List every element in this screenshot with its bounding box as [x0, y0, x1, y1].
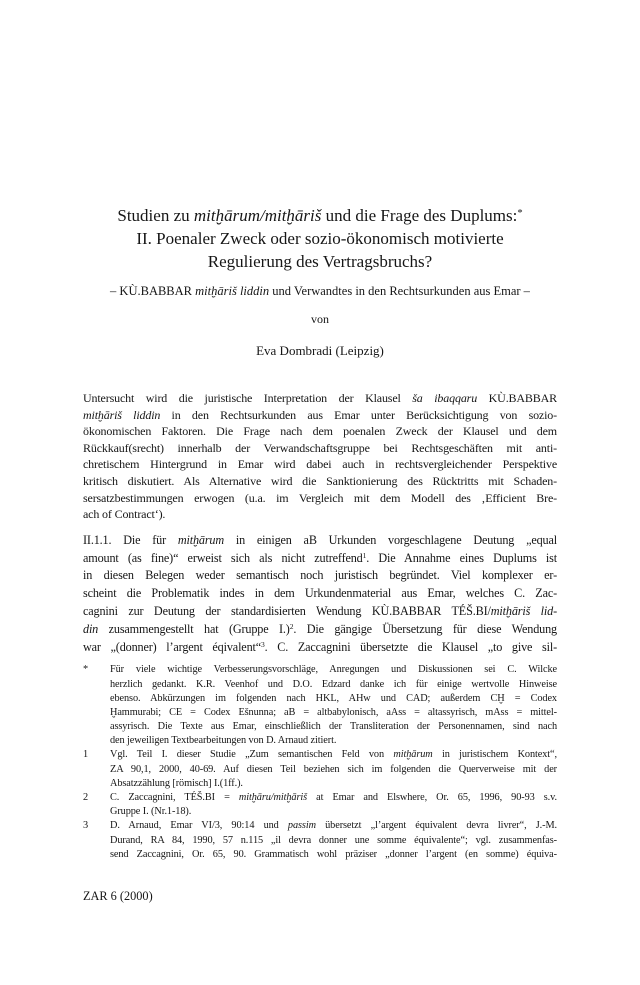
abstract-line: Rückkauf(srecht) innerhalb der Verwandschaftsgruppe bei Rechtsgeschäften mit anti-	[83, 440, 557, 455]
footnote-line: Vgl. Teil I. dieser Studie „Zum semantischen Feld von mitḫārum in juristischem Kontext“,	[110, 749, 557, 761]
body-line: amount (as fine)“ erweist sich als nicht zutreffend$^1$. Die Annahme eines Duplums ist	[83, 550, 557, 565]
title-line-1: Studien zu mitḫārum/mitḫāriš und die Frage des Duplums:*	[117, 206, 523, 225]
footnote-marker: 3	[83, 820, 89, 832]
footnote-line: C. Zaccagnini, TÉŠ.BI = mitḫāru/mitḫāriš at Emar and Elswhere, Or. 65, 1996, 90-93 s.v.	[110, 792, 557, 804]
body-line: in diesen Belegen weder semantisch noch juristisch begründet. Viel komplexer er-	[83, 568, 557, 583]
abstract-line: kritisch diskutiert. Als Alternative wird die Sanktionierung des Rücktritts mit Schaden-	[83, 473, 557, 488]
footnote-line: Durand, RA 84, 1990, 57 n.115 „il devra donner une somme équivalente“; vgl. zusammenfas-	[110, 834, 557, 846]
abstract-line: ach of Contract‘).	[83, 507, 166, 522]
body-line: cagnini zur Deutung der standardisierten Wendung KÙ.BABBAR TÉŠ.BI/mitḫāriš lid-	[83, 603, 557, 618]
footnote-line: Absatzzählung [römisch] I.(1ff.).	[110, 777, 243, 789]
abstract-paragraph	[83, 390, 557, 523]
footnote-line: ZA 90,1, 2000, 40-69. Auf diesen Teil beziehen sich im folgenden die Querverweise mit der	[110, 763, 557, 775]
footnote-marker: *	[83, 664, 89, 676]
footnotes-section	[83, 663, 557, 862]
abstract-line: Untersucht wird die juristische Interpretation der Klausel ša ibaqqaru KÙ.BABBAR	[83, 391, 557, 405]
article-title	[83, 204, 557, 273]
section-paragraph	[83, 532, 557, 657]
abstract-line: chretischem Hintergrund in Emar wird dabei auch in rechtsvergleichender Perspektive	[83, 457, 557, 472]
footnote-star	[83, 663, 557, 748]
title-line-2: II. Poenaler Zweck oder sozio-ökonomisch motivierte	[136, 229, 504, 248]
body-line: din zusammengestellt hat (Gruppe I.)$^2$. Die gängige Übersetzung für diese Wendung	[83, 621, 557, 636]
abstract-line: mitḫāriš liddin in den Rechtsurkunden aus Emar unter Berücksichtigung von sozio-	[83, 407, 557, 422]
footnote-line: Ḫammurabi; CE = Codex Ešnunna; aB = altbabylonisch, aAss = altassyrisch, mAss = mittel-	[110, 706, 557, 718]
footnote-line: assyrisch. Die Texte aus Emar, einschließlich der Transliteration der Personennamen, sind nach	[110, 721, 557, 733]
footnote-1	[83, 748, 557, 791]
footnote-line: ebenso. Abkürzungen im folgenden nach HKL, AHw und CAD; außerdem CḪ = Codex	[110, 692, 557, 704]
byline-prefix: von	[311, 312, 329, 326]
journal-footer: ZAR 6 (2000)	[83, 889, 153, 903]
footnote-line: den jeweiligen Textbearbeitungen von D. Arnaud zitiert.	[110, 735, 337, 747]
body-line: II.1.1. Die für mitḫārum in einigen aB Urkunden vorgeschlagene Deutung „equal	[83, 532, 557, 547]
body-line: scheint die Problematik indes in dem Urkundenmaterial aus Emar, welches C. Zac-	[83, 586, 557, 601]
abstract-line: sersatzbestimmungen erwogen (u.a. im Vergleich mit dem Modell des ‚Efficient Bre-	[83, 490, 557, 505]
abstract-line: ökonomischen Faktoren. Die Frage nach dem poenalen Zweck der Klausel und dem	[83, 424, 557, 439]
footnote-line: send Zaccagnini, Or. 65, 90. Grammatisch wohl präziser „donner l’argent (en somme) équiva-	[110, 848, 557, 860]
footnote-line: herzlich gedankt. K.R. Veenhof und D.O. Edzard danke ich für einige wertvolle Hinweise	[110, 678, 557, 690]
footnote-marker: 2	[83, 792, 89, 804]
footnote-line: Für viele wichtige Verbesserungsvorschläge, Anregungen und Diskussionen sei C. Wilcke	[110, 664, 557, 676]
body-line: war „(donner) l’argent éqivalent“$^3$. C. Zaccagnini übersetzte die Klausel „to give sil-	[83, 639, 557, 654]
footnote-marker: 1	[83, 749, 89, 761]
title-line-3: Regulierung des Vertragsbruchs?	[207, 252, 433, 271]
footnote-line: Gruppe I. (Nr.1-18).	[110, 806, 192, 818]
text-column	[83, 0, 557, 862]
author-name: Eva Dombradi (Leipzig)	[256, 343, 384, 358]
footnote-line: D. Arnaud, Emar VI/3, 90:14 und passim übersetzt „l’argent équivalent devra livrer“, J.-M.	[110, 820, 557, 832]
footnote-2	[83, 791, 557, 819]
footnote-3	[83, 819, 557, 862]
article-subtitle: – KÙ.BABBAR mitḫāriš liddin und Verwandtes in den Rechtsurkunden aus Emar –	[110, 284, 530, 298]
